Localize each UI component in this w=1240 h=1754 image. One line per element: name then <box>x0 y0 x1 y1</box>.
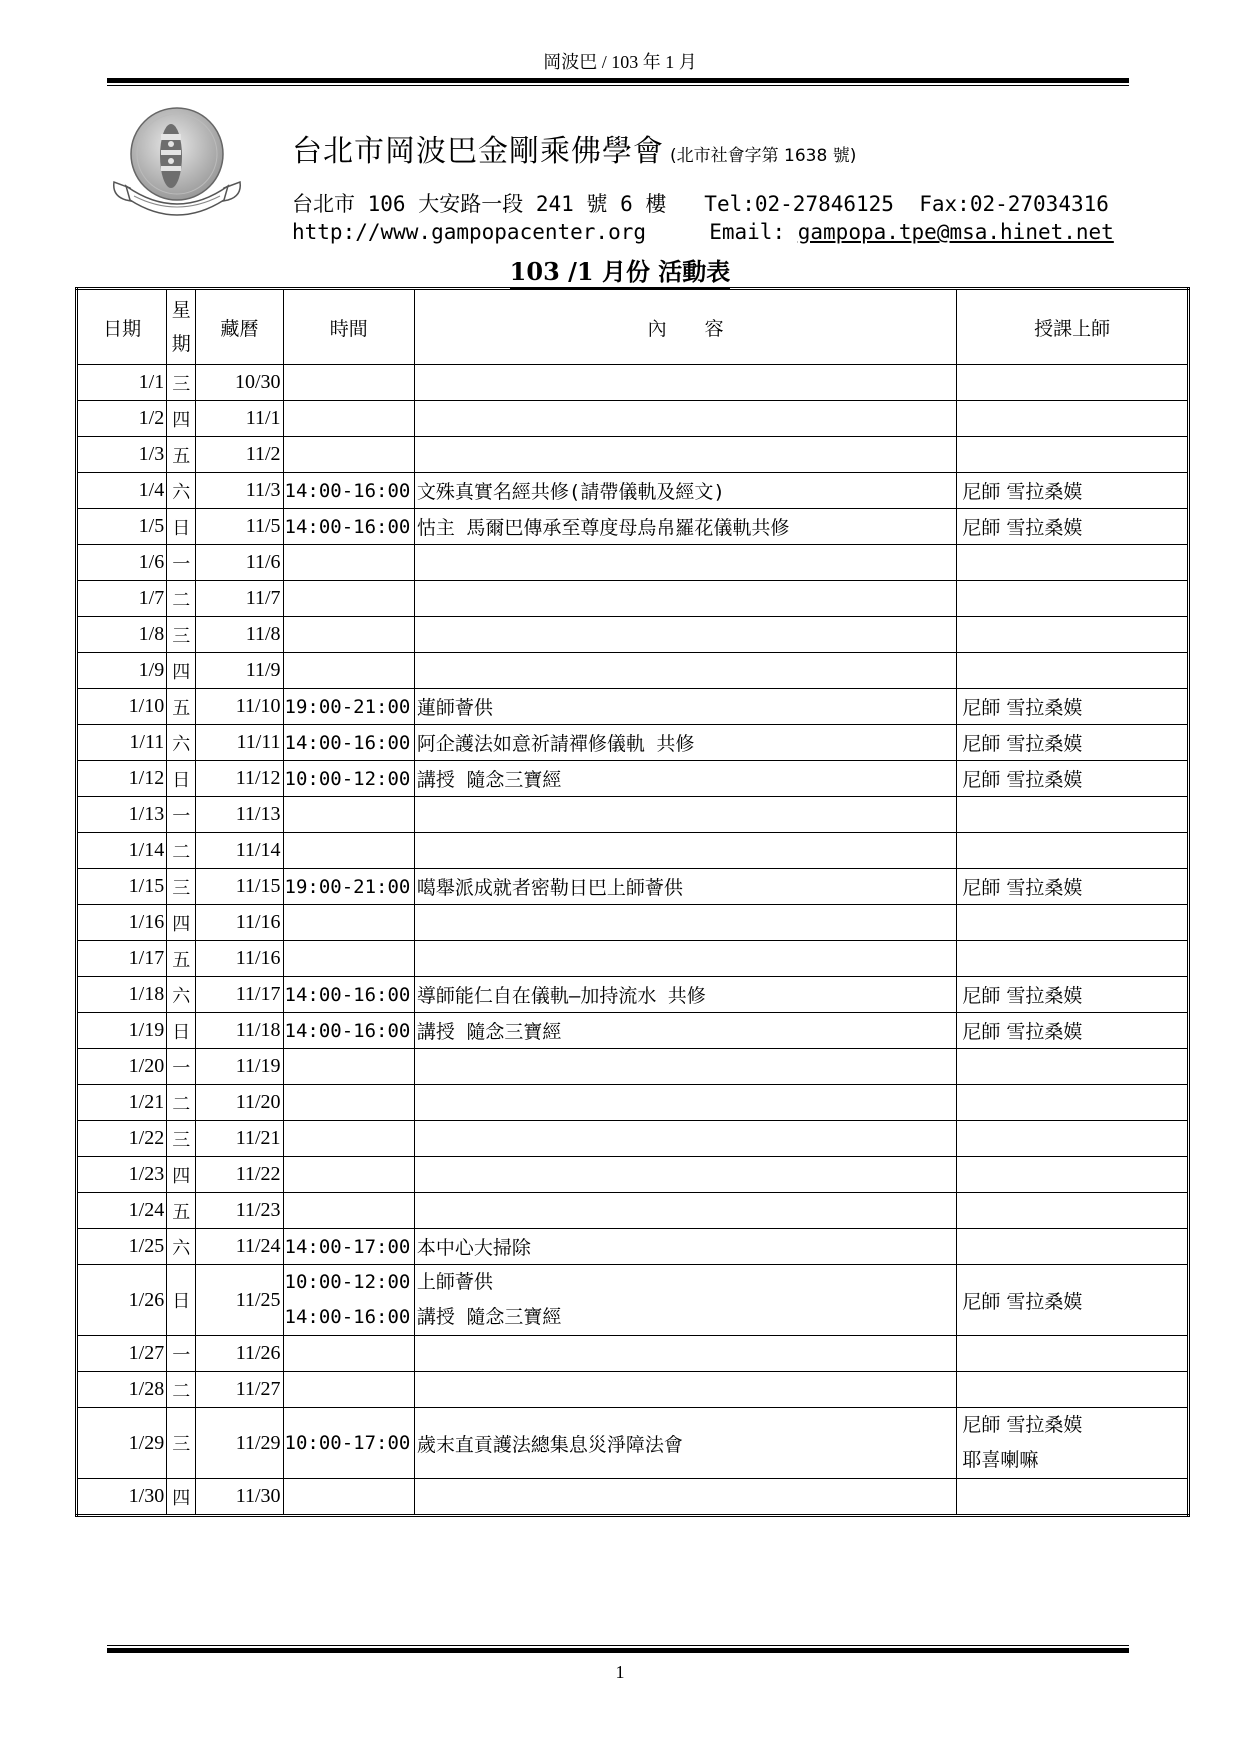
cell-content: 講授 隨念三寶經 <box>414 1013 956 1049</box>
cell-content <box>414 365 956 401</box>
cell-lunar-date: 11/17 <box>196 977 283 1013</box>
cell-weekday: 五 <box>167 941 196 977</box>
cell-date: 1/11 <box>77 725 167 761</box>
cell-date: 1/6 <box>77 545 167 581</box>
cell-lunar-date: 11/8 <box>196 617 283 653</box>
cell-date: 1/9 <box>77 653 167 689</box>
running-header: 岡波巴 / 103 年 1 月 <box>543 52 697 72</box>
cell-lunar-date: 11/22 <box>196 1157 283 1193</box>
cell-date: 1/29 <box>77 1408 167 1479</box>
cell-time <box>283 1479 414 1516</box>
cell-date: 1/19 <box>77 1013 167 1049</box>
cell-lunar-date: 11/11 <box>196 725 283 761</box>
cell-teacher <box>957 365 1189 401</box>
table-header-row <box>77 289 1189 365</box>
cell-time: 10:00-12:00 <box>283 761 414 797</box>
table-row <box>77 1408 1189 1479</box>
cell-teacher: 尼師 雪拉桑嫫 <box>957 1013 1189 1049</box>
cell-weekday: 三 <box>167 1121 196 1157</box>
table-row <box>77 365 1189 401</box>
table-row <box>77 545 1189 581</box>
cell-weekday: 五 <box>167 689 196 725</box>
cell-content: 本中心大掃除 <box>414 1229 956 1265</box>
cell-date: 1/7 <box>77 581 167 617</box>
cell-weekday: 日 <box>167 509 196 545</box>
table-row <box>77 1265 1189 1336</box>
cell-date: 1/30 <box>77 1479 167 1516</box>
cell-lunar-date: 11/23 <box>196 1193 283 1229</box>
table-row <box>77 1049 1189 1085</box>
cell-teacher <box>957 1408 1189 1479</box>
cell-lunar-date: 11/2 <box>196 437 283 473</box>
cell-teacher <box>957 905 1189 941</box>
cell-teacher <box>957 545 1189 581</box>
cell-weekday: 六 <box>167 473 196 509</box>
cell-time: 14:00-16:00 <box>283 473 414 509</box>
cell-time-line: 10:00-12:00 <box>284 1271 411 1293</box>
cell-content <box>414 1372 956 1408</box>
table-row <box>77 1157 1189 1193</box>
cell-content <box>414 797 956 833</box>
organization-name-text: 台北市岡波巴金剛乘佛學會 <box>292 134 664 169</box>
cell-teacher: 尼師 雪拉桑嫫 <box>957 869 1189 905</box>
cell-content <box>414 581 956 617</box>
cell-time <box>283 617 414 653</box>
activity-schedule-table <box>75 287 1190 1517</box>
cell-content: 怙主 馬爾巴傳承至尊度母烏帛羅花儀軌共修 <box>414 509 956 545</box>
telephone: Tel:02-27846125 <box>704 192 894 216</box>
table-row <box>77 1013 1189 1049</box>
cell-date: 1/20 <box>77 1049 167 1085</box>
fax: Fax:02-27034316 <box>919 192 1109 216</box>
header-lunar: 藏曆 <box>196 289 283 365</box>
table-row <box>77 401 1189 437</box>
cell-weekday: 二 <box>167 1372 196 1408</box>
organization-name <box>292 126 856 170</box>
cell-lunar-date: 11/14 <box>196 833 283 869</box>
cell-lunar-date: 10/30 <box>196 365 283 401</box>
table-row <box>77 581 1189 617</box>
cell-time <box>283 1265 414 1336</box>
header-teacher: 授課上師 <box>957 289 1189 365</box>
cell-time <box>283 1085 414 1121</box>
header-weekday-1: 星 <box>171 299 191 321</box>
cell-lunar-date: 11/15 <box>196 869 283 905</box>
cell-weekday: 四 <box>167 401 196 437</box>
cell-weekday: 一 <box>167 797 196 833</box>
cell-date: 1/15 <box>77 869 167 905</box>
cell-content <box>414 545 956 581</box>
table-row <box>77 473 1189 509</box>
cell-date: 1/23 <box>77 1157 167 1193</box>
cell-teacher <box>957 1121 1189 1157</box>
cell-content: 文殊真實名經共修(請帶儀軌及經文) <box>414 473 956 509</box>
cell-teacher: 尼師 雪拉桑嫫 <box>957 1265 1189 1336</box>
page-number: 1 <box>615 1662 625 1682</box>
cell-weekday: 三 <box>167 365 196 401</box>
cell-content <box>414 1121 956 1157</box>
cell-lunar-date: 11/21 <box>196 1121 283 1157</box>
table-row <box>77 797 1189 833</box>
cell-time <box>283 1121 414 1157</box>
cell-time <box>283 941 414 977</box>
cell-lunar-date: 11/10 <box>196 689 283 725</box>
cell-time <box>283 905 414 941</box>
cell-lunar-date: 11/18 <box>196 1013 283 1049</box>
table-row <box>77 1479 1189 1516</box>
header-content: 內 容 <box>414 289 956 365</box>
cell-content <box>414 941 956 977</box>
cell-content <box>414 905 956 941</box>
contact-line-address <box>292 188 1109 218</box>
cell-teacher <box>957 1479 1189 1516</box>
cell-time: 14:00-16:00 <box>283 1013 414 1049</box>
cell-weekday: 三 <box>167 617 196 653</box>
cell-content-line: 上師薈供 <box>416 1271 493 1293</box>
cell-content <box>414 437 956 473</box>
table-row <box>77 617 1189 653</box>
cell-date: 1/27 <box>77 1336 167 1372</box>
website-link[interactable]: http://www.gampopacenter.org <box>292 220 647 244</box>
cell-weekday: 二 <box>167 581 196 617</box>
cell-weekday: 一 <box>167 1049 196 1085</box>
cell-lunar-date: 11/7 <box>196 581 283 617</box>
cell-content <box>414 617 956 653</box>
cell-lunar-date: 11/1 <box>196 401 283 437</box>
address: 台北市 106 大安路一段 241 號 6 樓 <box>292 192 667 216</box>
cell-time <box>283 437 414 473</box>
cell-weekday: 四 <box>167 1157 196 1193</box>
table-row <box>77 905 1189 941</box>
cell-lunar-date: 11/3 <box>196 473 283 509</box>
cell-time <box>283 365 414 401</box>
cell-lunar-date: 11/30 <box>196 1479 283 1516</box>
cell-date: 1/25 <box>77 1229 167 1265</box>
cell-content: 導師能仁自在儀軌—加持流水 共修 <box>414 977 956 1013</box>
cell-date: 1/28 <box>77 1372 167 1408</box>
cell-weekday: 日 <box>167 1013 196 1049</box>
cell-lunar-date: 11/16 <box>196 905 283 941</box>
table-row <box>77 941 1189 977</box>
cell-date: 1/14 <box>77 833 167 869</box>
cell-date: 1/16 <box>77 905 167 941</box>
cell-content <box>414 1085 956 1121</box>
table-row <box>77 1121 1189 1157</box>
cell-weekday: 一 <box>167 545 196 581</box>
registration-number: (北市社會字第 1638 號) <box>670 146 857 166</box>
cell-time: 14:00-17:00 <box>283 1229 414 1265</box>
cell-teacher <box>957 1336 1189 1372</box>
cell-content <box>414 401 956 437</box>
cell-time: 14:00-16:00 <box>283 725 414 761</box>
cell-time <box>283 581 414 617</box>
cell-date: 1/22 <box>77 1121 167 1157</box>
cell-date: 1/26 <box>77 1265 167 1336</box>
cell-time: 10:00-17:00 <box>283 1408 414 1479</box>
cell-time <box>283 653 414 689</box>
cell-time <box>283 797 414 833</box>
table-row <box>77 977 1189 1013</box>
footer-rule-thin <box>107 1645 1129 1646</box>
table-row <box>77 509 1189 545</box>
cell-teacher <box>957 1229 1189 1265</box>
cell-weekday: 一 <box>167 1336 196 1372</box>
cell-lunar-date: 11/12 <box>196 761 283 797</box>
cell-lunar-date: 11/16 <box>196 941 283 977</box>
cell-date: 1/1 <box>77 365 167 401</box>
header-weekday-2: 期 <box>171 333 191 355</box>
cell-time <box>283 545 414 581</box>
email-label: Email: <box>709 220 786 244</box>
cell-content <box>414 1336 956 1372</box>
table-row <box>77 761 1189 797</box>
cell-time <box>283 1372 414 1408</box>
cell-date: 1/8 <box>77 617 167 653</box>
table-row <box>77 653 1189 689</box>
cell-date: 1/4 <box>77 473 167 509</box>
cell-teacher-line: 耶喜喇嘛 <box>962 1449 1039 1471</box>
header-time: 時間 <box>283 289 414 365</box>
cell-time <box>283 1193 414 1229</box>
cell-teacher <box>957 401 1189 437</box>
header-date: 日期 <box>77 289 167 365</box>
cell-content <box>414 653 956 689</box>
cell-content: 噶舉派成就者密勒日巴上師薈供 <box>414 869 956 905</box>
cell-content <box>414 1265 956 1336</box>
document-title-text: 103 /1 月份 活動表 <box>510 257 731 289</box>
cell-date: 1/10 <box>77 689 167 725</box>
header-weekday <box>167 289 196 365</box>
cell-weekday: 六 <box>167 977 196 1013</box>
header-rule <box>107 78 1129 83</box>
cell-date: 1/13 <box>77 797 167 833</box>
cell-weekday: 四 <box>167 905 196 941</box>
cell-content <box>414 1157 956 1193</box>
cell-weekday: 四 <box>167 1479 196 1516</box>
cell-weekday: 日 <box>167 761 196 797</box>
cell-teacher <box>957 1372 1189 1408</box>
cell-content: 講授 隨念三寶經 <box>414 761 956 797</box>
cell-time <box>283 1336 414 1372</box>
cell-date: 1/17 <box>77 941 167 977</box>
cell-weekday: 五 <box>167 1193 196 1229</box>
cell-weekday: 日 <box>167 1265 196 1336</box>
cell-date: 1/24 <box>77 1193 167 1229</box>
table-row <box>77 437 1189 473</box>
cell-teacher: 尼師 雪拉桑嫫 <box>957 689 1189 725</box>
cell-lunar-date: 11/24 <box>196 1229 283 1265</box>
cell-lunar-date: 11/9 <box>196 653 283 689</box>
cell-content: 歲末直貢護法總集息災淨障法會 <box>414 1408 956 1479</box>
cell-time-line: 14:00-16:00 <box>284 1306 411 1328</box>
cell-time <box>283 833 414 869</box>
cell-content: 阿企護法如意祈請禪修儀軌 共修 <box>414 725 956 761</box>
cell-teacher-line: 尼師 雪拉桑嫫 <box>962 1414 1083 1436</box>
cell-teacher <box>957 1193 1189 1229</box>
table-row <box>77 1193 1189 1229</box>
cell-lunar-date: 11/13 <box>196 797 283 833</box>
cell-lunar-date: 11/5 <box>196 509 283 545</box>
cell-time: 19:00-21:00 <box>283 869 414 905</box>
cell-lunar-date: 11/26 <box>196 1336 283 1372</box>
cell-weekday: 六 <box>167 1229 196 1265</box>
table-row <box>77 833 1189 869</box>
cell-content <box>414 1479 956 1516</box>
cell-date: 1/5 <box>77 509 167 545</box>
footer-rule <box>107 1648 1129 1653</box>
cell-lunar-date: 11/25 <box>196 1265 283 1336</box>
organization-logo-icon <box>108 104 246 220</box>
cell-lunar-date: 11/29 <box>196 1408 283 1479</box>
table-row <box>77 1336 1189 1372</box>
cell-time: 14:00-16:00 <box>283 509 414 545</box>
document-title <box>0 252 1240 287</box>
cell-teacher <box>957 797 1189 833</box>
cell-time: 19:00-21:00 <box>283 689 414 725</box>
cell-teacher <box>957 1085 1189 1121</box>
cell-date: 1/3 <box>77 437 167 473</box>
cell-teacher <box>957 617 1189 653</box>
cell-date: 1/2 <box>77 401 167 437</box>
cell-teacher: 尼師 雪拉桑嫫 <box>957 473 1189 509</box>
table-row <box>77 1372 1189 1408</box>
cell-lunar-date: 11/6 <box>196 545 283 581</box>
cell-weekday: 六 <box>167 725 196 761</box>
cell-date: 1/18 <box>77 977 167 1013</box>
cell-lunar-date: 11/19 <box>196 1049 283 1085</box>
cell-date: 1/21 <box>77 1085 167 1121</box>
cell-time <box>283 401 414 437</box>
cell-weekday: 三 <box>167 869 196 905</box>
cell-teacher <box>957 1049 1189 1085</box>
header-rule-thin <box>107 85 1129 86</box>
cell-teacher: 尼師 雪拉桑嫫 <box>957 761 1189 797</box>
cell-teacher <box>957 437 1189 473</box>
cell-time <box>283 1157 414 1193</box>
table-row <box>77 725 1189 761</box>
cell-teacher: 尼師 雪拉桑嫫 <box>957 977 1189 1013</box>
cell-weekday: 三 <box>167 1408 196 1479</box>
cell-lunar-date: 11/20 <box>196 1085 283 1121</box>
cell-teacher <box>957 581 1189 617</box>
cell-content: 蓮師薈供 <box>414 689 956 725</box>
cell-lunar-date: 11/27 <box>196 1372 283 1408</box>
cell-teacher: 尼師 雪拉桑嫫 <box>957 725 1189 761</box>
cell-weekday: 四 <box>167 653 196 689</box>
cell-teacher <box>957 1157 1189 1193</box>
cell-weekday: 二 <box>167 1085 196 1121</box>
cell-teacher <box>957 653 1189 689</box>
cell-content <box>414 1049 956 1085</box>
table-row <box>77 1229 1189 1265</box>
cell-weekday: 五 <box>167 437 196 473</box>
email-link[interactable]: gampopa.tpe@msa.hinet.net <box>797 220 1114 244</box>
contact-line-web <box>292 220 1114 244</box>
cell-date: 1/12 <box>77 761 167 797</box>
cell-teacher <box>957 941 1189 977</box>
cell-time <box>283 1049 414 1085</box>
cell-weekday: 二 <box>167 833 196 869</box>
cell-content <box>414 833 956 869</box>
table-row <box>77 689 1189 725</box>
cell-content <box>414 1193 956 1229</box>
cell-teacher: 尼師 雪拉桑嫫 <box>957 509 1189 545</box>
cell-content-line: 講授 隨念三寶經 <box>416 1306 562 1328</box>
table-row <box>77 1085 1189 1121</box>
cell-teacher <box>957 833 1189 869</box>
cell-time: 14:00-16:00 <box>283 977 414 1013</box>
table-row <box>77 869 1189 905</box>
